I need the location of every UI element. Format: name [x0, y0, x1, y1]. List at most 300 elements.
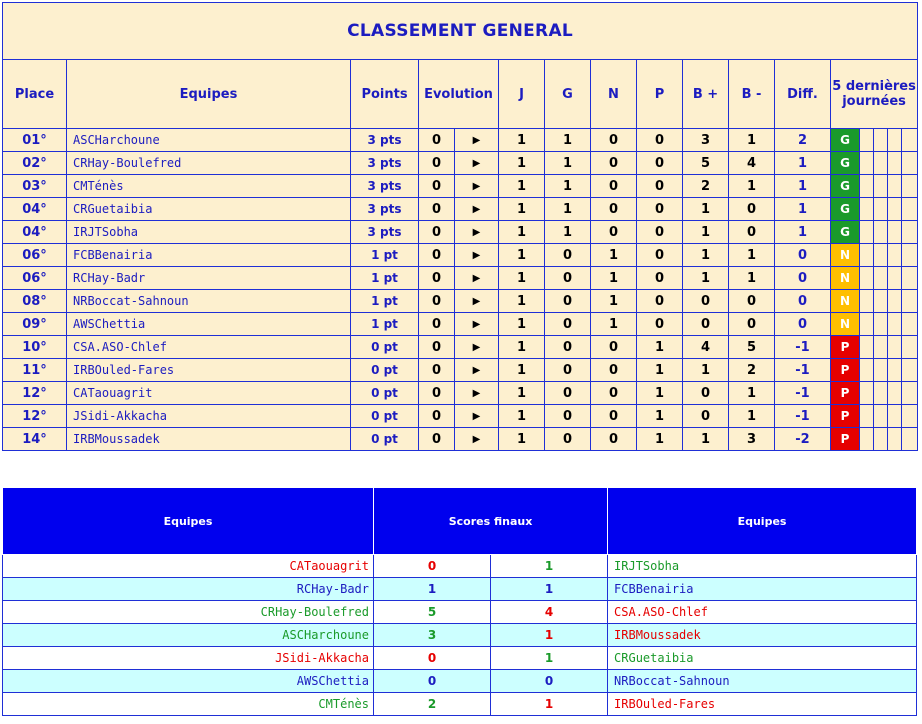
last-result-badge: N: [831, 244, 860, 267]
place-cell: 10°: [3, 336, 67, 359]
team-name: IRBMoussadek: [67, 428, 351, 451]
last-result-badge: N: [831, 313, 860, 336]
team-name: JSidi-Akkacha: [67, 405, 351, 428]
evolution-arrow-icon: ▶: [455, 313, 499, 336]
home-team-name: CATaouagrit: [3, 555, 374, 578]
last-result-empty: [860, 175, 874, 198]
stat-bm: 1: [729, 244, 775, 267]
standings-row: [3, 267, 918, 290]
evolution-value: 0: [419, 152, 455, 175]
evolution-value: 0: [419, 129, 455, 152]
diff-cell: -1: [775, 405, 831, 428]
place-cell: 04°: [3, 198, 67, 221]
home-score: 0: [374, 670, 491, 693]
evolution-arrow-icon: ▶: [455, 359, 499, 382]
last-result-empty: [888, 129, 902, 152]
place-cell: 04°: [3, 221, 67, 244]
last-result-empty: [888, 152, 902, 175]
stat-bm: 1: [729, 175, 775, 198]
team-name: CRHay-Boulefred: [67, 152, 351, 175]
stat-n: 0: [591, 405, 637, 428]
standings-row: [3, 405, 918, 428]
points-cell: 0 pt: [351, 428, 419, 451]
standings-row: [3, 221, 918, 244]
standings-title: CLASSEMENT GENERAL: [3, 3, 918, 60]
away-score: 1: [491, 578, 608, 601]
diff-cell: 0: [775, 313, 831, 336]
stat-bm: 2: [729, 359, 775, 382]
col-header-last5: 5 dernières journées: [831, 60, 918, 129]
team-name: FCBBenairia: [67, 244, 351, 267]
match-row: [3, 555, 917, 578]
home-score: 1: [374, 578, 491, 601]
last-result-empty: [888, 175, 902, 198]
place-cell: 06°: [3, 267, 67, 290]
col-header-away-team: Equipes: [608, 488, 917, 555]
last-result-empty: [888, 290, 902, 313]
stat-p: 1: [637, 359, 683, 382]
last-result-empty: [874, 198, 888, 221]
last-result-empty: [902, 405, 918, 428]
last-result-empty: [874, 336, 888, 359]
team-name: CRGuetaibia: [67, 198, 351, 221]
diff-cell: 1: [775, 198, 831, 221]
col-header-points: Points: [351, 60, 419, 129]
place-cell: 01°: [3, 129, 67, 152]
standings-row: [3, 152, 918, 175]
stat-bp: 3: [683, 129, 729, 152]
home-score: 0: [374, 647, 491, 670]
col-header-goals-for: B +: [683, 60, 729, 129]
standings-table: [2, 2, 918, 451]
last-result-empty: [874, 129, 888, 152]
home-team-name: RCHay-Badr: [3, 578, 374, 601]
col-header-n: N: [591, 60, 637, 129]
stat-p: 1: [637, 405, 683, 428]
stat-j: 1: [499, 336, 545, 359]
stat-p: 0: [637, 267, 683, 290]
stat-g: 0: [545, 267, 591, 290]
diff-cell: 0: [775, 290, 831, 313]
last-result-empty: [860, 405, 874, 428]
last-result-empty: [902, 382, 918, 405]
evolution-value: 0: [419, 405, 455, 428]
stat-g: 0: [545, 313, 591, 336]
diff-cell: 0: [775, 267, 831, 290]
evolution-value: 0: [419, 313, 455, 336]
last-result-badge: P: [831, 359, 860, 382]
points-cell: 1 pt: [351, 267, 419, 290]
last-result-empty: [888, 428, 902, 451]
evolution-arrow-icon: ▶: [455, 382, 499, 405]
home-score: 2: [374, 693, 491, 716]
last-result-badge: N: [831, 267, 860, 290]
col-header-g: G: [545, 60, 591, 129]
team-name: IRJTSobha: [67, 221, 351, 244]
home-team-name: CMTénès: [3, 693, 374, 716]
evolution-value: 0: [419, 359, 455, 382]
last-result-empty: [860, 129, 874, 152]
points-cell: 3 pts: [351, 152, 419, 175]
diff-cell: 1: [775, 221, 831, 244]
points-cell: 3 pts: [351, 221, 419, 244]
results-header-row: [3, 488, 917, 555]
away-score: 1: [491, 624, 608, 647]
last-result-badge: N: [831, 290, 860, 313]
last-result-empty: [860, 152, 874, 175]
col-header-diff: Diff.: [775, 60, 831, 129]
evolution-value: 0: [419, 290, 455, 313]
stat-j: 1: [499, 198, 545, 221]
place-cell: 03°: [3, 175, 67, 198]
evolution-arrow-icon: ▶: [455, 221, 499, 244]
away-score: 1: [491, 693, 608, 716]
evolution-value: 0: [419, 175, 455, 198]
last-result-empty: [888, 221, 902, 244]
stat-bp: 0: [683, 313, 729, 336]
last-result-empty: [860, 359, 874, 382]
standings-row: [3, 382, 918, 405]
stat-bp: 1: [683, 198, 729, 221]
stat-bm: 1: [729, 382, 775, 405]
stat-p: 0: [637, 221, 683, 244]
diff-cell: -1: [775, 336, 831, 359]
col-header-p: P: [637, 60, 683, 129]
away-team-name: IRJTSobha: [608, 555, 917, 578]
match-row: [3, 624, 917, 647]
last-result-badge: G: [831, 152, 860, 175]
last-result-empty: [874, 428, 888, 451]
last-result-empty: [888, 359, 902, 382]
stat-g: 1: [545, 221, 591, 244]
home-score: 3: [374, 624, 491, 647]
evolution-value: 0: [419, 198, 455, 221]
stat-g: 0: [545, 359, 591, 382]
last-result-badge: P: [831, 336, 860, 359]
last-result-empty: [874, 244, 888, 267]
stat-bm: 3: [729, 428, 775, 451]
stat-bm: 0: [729, 221, 775, 244]
col-header-j: J: [499, 60, 545, 129]
stat-p: 0: [637, 313, 683, 336]
stat-n: 1: [591, 244, 637, 267]
diff-cell: -2: [775, 428, 831, 451]
stat-bp: 1: [683, 244, 729, 267]
team-name: CSA.ASO-Chlef: [67, 336, 351, 359]
last-result-empty: [888, 244, 902, 267]
stat-j: 1: [499, 405, 545, 428]
stat-j: 1: [499, 382, 545, 405]
stat-bp: 4: [683, 336, 729, 359]
team-name: ASCHarchoune: [67, 129, 351, 152]
place-cell: 12°: [3, 405, 67, 428]
stat-j: 1: [499, 290, 545, 313]
stat-bp: 1: [683, 428, 729, 451]
stat-j: 1: [499, 244, 545, 267]
evolution-arrow-icon: ▶: [455, 428, 499, 451]
standings-header-row: [3, 60, 918, 129]
diff-cell: -1: [775, 359, 831, 382]
last-result-empty: [902, 336, 918, 359]
stat-n: 0: [591, 336, 637, 359]
home-team-name: ASCHarchoune: [3, 624, 374, 647]
stat-p: 0: [637, 198, 683, 221]
last-result-empty: [902, 175, 918, 198]
stat-bm: 1: [729, 405, 775, 428]
standings-row: [3, 336, 918, 359]
place-cell: 14°: [3, 428, 67, 451]
stat-bm: 5: [729, 336, 775, 359]
last-result-empty: [874, 359, 888, 382]
results-table: [2, 487, 917, 716]
stat-bm: 0: [729, 313, 775, 336]
last-result-empty: [874, 290, 888, 313]
away-team-name: CSA.ASO-Chlef: [608, 601, 917, 624]
evolution-arrow-icon: ▶: [455, 198, 499, 221]
evolution-arrow-icon: ▶: [455, 290, 499, 313]
standings-row: [3, 290, 918, 313]
points-cell: 1 pt: [351, 290, 419, 313]
standings-row: [3, 313, 918, 336]
stat-g: 0: [545, 336, 591, 359]
team-name: RCHay-Badr: [67, 267, 351, 290]
last-result-badge: G: [831, 198, 860, 221]
last-result-empty: [860, 382, 874, 405]
last-result-empty: [902, 129, 918, 152]
points-cell: 0 pt: [351, 405, 419, 428]
col-header-team: Equipes: [67, 60, 351, 129]
stat-n: 0: [591, 152, 637, 175]
away-team-name: IRBMoussadek: [608, 624, 917, 647]
place-cell: 02°: [3, 152, 67, 175]
stat-bp: 0: [683, 290, 729, 313]
last-result-badge: G: [831, 129, 860, 152]
stat-p: 1: [637, 336, 683, 359]
last-result-empty: [874, 221, 888, 244]
stat-bm: 1: [729, 129, 775, 152]
stat-g: 0: [545, 428, 591, 451]
away-team-name: CRGuetaibia: [608, 647, 917, 670]
points-cell: 3 pts: [351, 198, 419, 221]
away-team-name: IRBOuled-Fares: [608, 693, 917, 716]
col-header-scores: Scores finaux: [374, 488, 608, 555]
standings-row: [3, 198, 918, 221]
stat-bp: 0: [683, 382, 729, 405]
away-score: 0: [491, 670, 608, 693]
stat-bp: 5: [683, 152, 729, 175]
evolution-arrow-icon: ▶: [455, 336, 499, 359]
last-result-empty: [860, 336, 874, 359]
last-result-empty: [902, 198, 918, 221]
evolution-arrow-icon: ▶: [455, 267, 499, 290]
last-result-badge: P: [831, 382, 860, 405]
last-result-empty: [860, 313, 874, 336]
last-result-empty: [874, 175, 888, 198]
away-team-name: FCBBenairia: [608, 578, 917, 601]
last-result-empty: [888, 267, 902, 290]
evolution-value: 0: [419, 428, 455, 451]
last-result-empty: [860, 428, 874, 451]
stat-bm: 0: [729, 198, 775, 221]
team-name: NRBoccat-Sahnoun: [67, 290, 351, 313]
place-cell: 11°: [3, 359, 67, 382]
last-result-badge: P: [831, 405, 860, 428]
last-result-empty: [902, 359, 918, 382]
points-cell: 0 pt: [351, 359, 419, 382]
stat-n: 1: [591, 267, 637, 290]
place-cell: 06°: [3, 244, 67, 267]
last-result-empty: [860, 267, 874, 290]
stat-n: 0: [591, 359, 637, 382]
team-name: IRBOuled-Fares: [67, 359, 351, 382]
stat-j: 1: [499, 221, 545, 244]
away-team-name: NRBoccat-Sahnoun: [608, 670, 917, 693]
last-result-empty: [860, 290, 874, 313]
last-result-empty: [902, 152, 918, 175]
team-name: AWSChettia: [67, 313, 351, 336]
stat-g: 0: [545, 244, 591, 267]
stat-n: 0: [591, 175, 637, 198]
evolution-arrow-icon: ▶: [455, 152, 499, 175]
last-result-empty: [888, 198, 902, 221]
stat-g: 1: [545, 175, 591, 198]
stat-j: 1: [499, 175, 545, 198]
home-score: 5: [374, 601, 491, 624]
diff-cell: 0: [775, 244, 831, 267]
points-cell: 3 pts: [351, 175, 419, 198]
away-score: 4: [491, 601, 608, 624]
evolution-arrow-icon: ▶: [455, 129, 499, 152]
stat-g: 1: [545, 129, 591, 152]
diff-cell: 1: [775, 152, 831, 175]
diff-cell: 1: [775, 175, 831, 198]
match-row: [3, 693, 917, 716]
match-row: [3, 601, 917, 624]
match-row: [3, 578, 917, 601]
stat-bm: 0: [729, 290, 775, 313]
points-cell: 1 pt: [351, 244, 419, 267]
evolution-value: 0: [419, 382, 455, 405]
stat-j: 1: [499, 129, 545, 152]
team-name: CMTénès: [67, 175, 351, 198]
stat-n: 0: [591, 198, 637, 221]
stat-j: 1: [499, 267, 545, 290]
stat-p: 0: [637, 129, 683, 152]
home-team-name: CRHay-Boulefred: [3, 601, 374, 624]
last-result-empty: [874, 405, 888, 428]
stat-n: 1: [591, 313, 637, 336]
last-result-badge: P: [831, 428, 860, 451]
place-cell: 08°: [3, 290, 67, 313]
last-result-empty: [902, 290, 918, 313]
stat-j: 1: [499, 313, 545, 336]
stat-p: 0: [637, 152, 683, 175]
points-cell: 1 pt: [351, 313, 419, 336]
last-result-empty: [902, 313, 918, 336]
diff-cell: 2: [775, 129, 831, 152]
standings-row: [3, 244, 918, 267]
home-team-name: JSidi-Akkacha: [3, 647, 374, 670]
col-header-evolution: Evolution: [419, 60, 499, 129]
stat-j: 1: [499, 359, 545, 382]
stat-g: 1: [545, 152, 591, 175]
col-header-home-team: Equipes: [3, 488, 374, 555]
stat-g: 0: [545, 405, 591, 428]
stat-j: 1: [499, 428, 545, 451]
col-header-goals-against: B -: [729, 60, 775, 129]
stat-p: 0: [637, 290, 683, 313]
away-score: 1: [491, 555, 608, 578]
stat-p: 1: [637, 428, 683, 451]
stat-g: 0: [545, 290, 591, 313]
team-name: CATaouagrit: [67, 382, 351, 405]
match-row: [3, 647, 917, 670]
points-cell: 3 pts: [351, 129, 419, 152]
stat-g: 0: [545, 382, 591, 405]
last-result-empty: [860, 221, 874, 244]
last-result-empty: [902, 221, 918, 244]
last-result-empty: [860, 198, 874, 221]
standings-row: [3, 175, 918, 198]
stat-p: 0: [637, 244, 683, 267]
evolution-arrow-icon: ▶: [455, 244, 499, 267]
last-result-empty: [888, 336, 902, 359]
last-result-empty: [874, 267, 888, 290]
home-team-name: AWSChettia: [3, 670, 374, 693]
evolution-value: 0: [419, 267, 455, 290]
last-result-empty: [874, 313, 888, 336]
last-result-empty: [902, 244, 918, 267]
diff-cell: -1: [775, 382, 831, 405]
match-row: [3, 670, 917, 693]
away-score: 1: [491, 647, 608, 670]
stat-n: 0: [591, 382, 637, 405]
place-cell: 09°: [3, 313, 67, 336]
last-result-empty: [874, 152, 888, 175]
points-cell: 0 pt: [351, 382, 419, 405]
evolution-value: 0: [419, 244, 455, 267]
stat-n: 1: [591, 290, 637, 313]
last-result-empty: [874, 382, 888, 405]
stat-j: 1: [499, 152, 545, 175]
evolution-value: 0: [419, 221, 455, 244]
stat-bp: 1: [683, 267, 729, 290]
evolution-arrow-icon: ▶: [455, 405, 499, 428]
stat-bp: 1: [683, 221, 729, 244]
last-result-empty: [888, 405, 902, 428]
standings-row: [3, 428, 918, 451]
last-result-badge: G: [831, 175, 860, 198]
stat-p: 0: [637, 175, 683, 198]
standings-row: [3, 129, 918, 152]
last-result-empty: [888, 382, 902, 405]
place-cell: 12°: [3, 382, 67, 405]
stat-bp: 1: [683, 359, 729, 382]
stat-n: 0: [591, 129, 637, 152]
last-result-empty: [902, 428, 918, 451]
home-score: 0: [374, 555, 491, 578]
stat-bp: 2: [683, 175, 729, 198]
stat-n: 0: [591, 221, 637, 244]
evolution-value: 0: [419, 336, 455, 359]
last-result-badge: G: [831, 221, 860, 244]
stat-g: 1: [545, 198, 591, 221]
last-result-empty: [860, 244, 874, 267]
evolution-arrow-icon: ▶: [455, 175, 499, 198]
col-header-place: Place: [3, 60, 67, 129]
points-cell: 0 pt: [351, 336, 419, 359]
last-result-empty: [888, 313, 902, 336]
